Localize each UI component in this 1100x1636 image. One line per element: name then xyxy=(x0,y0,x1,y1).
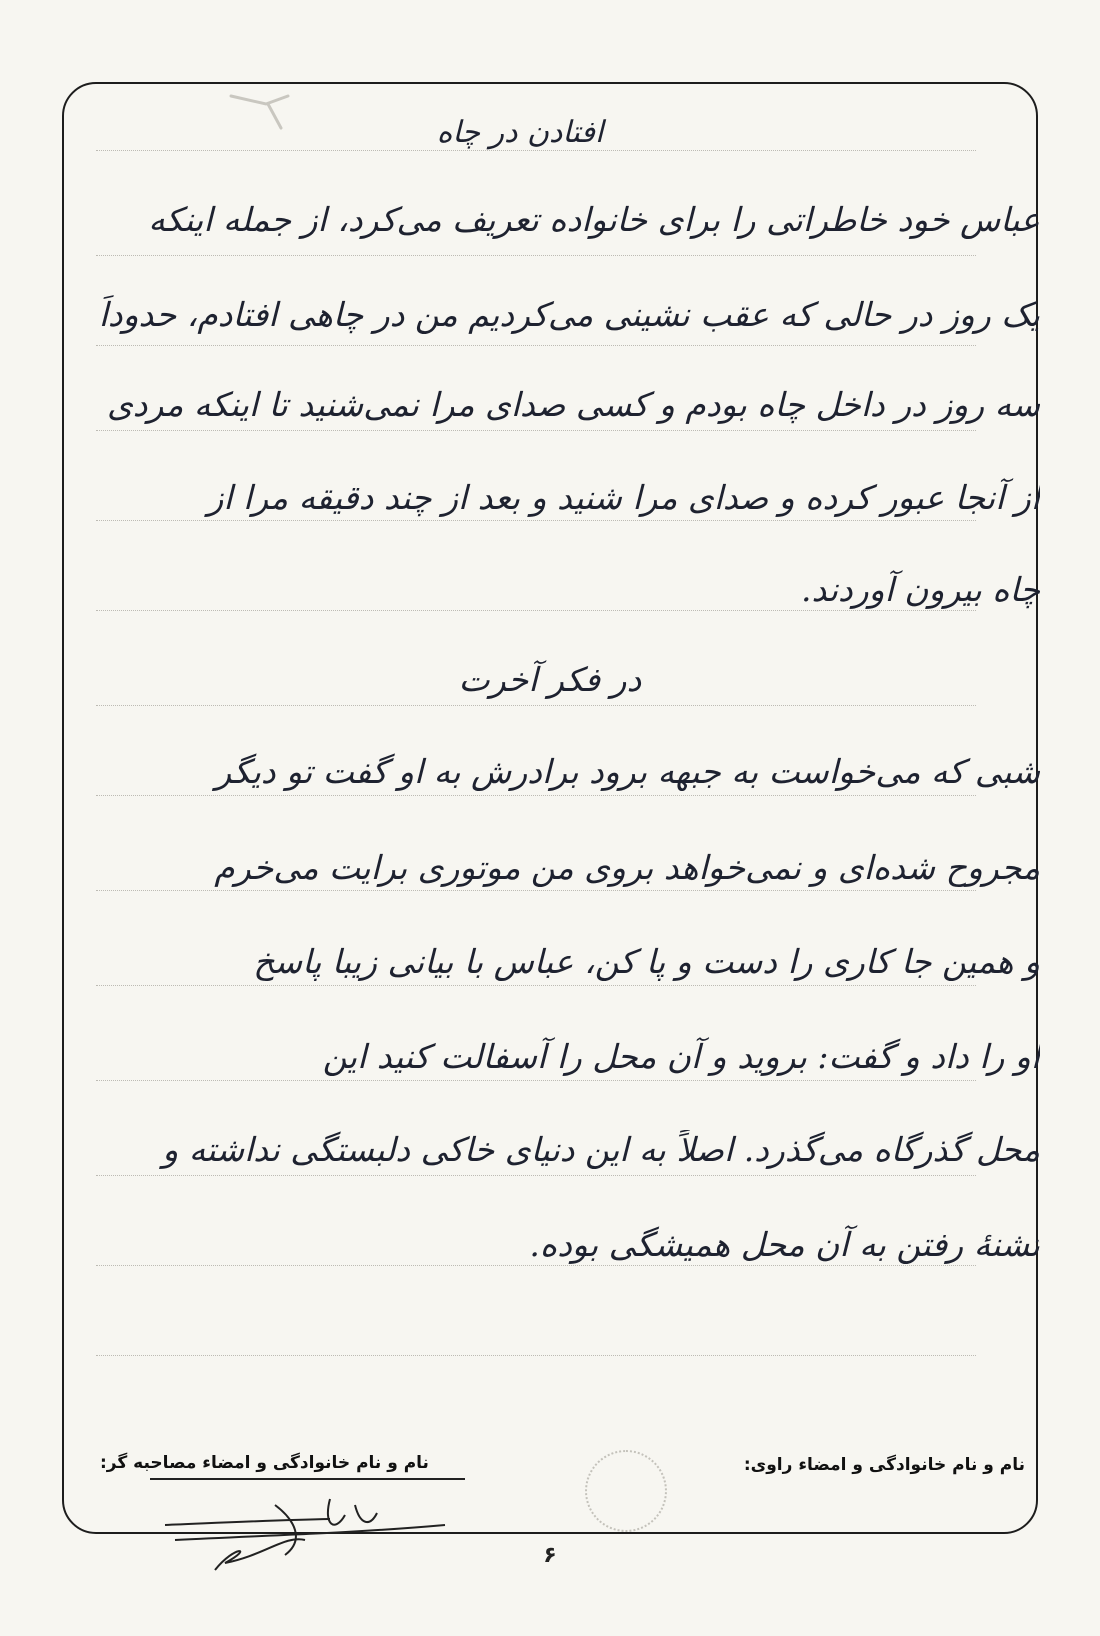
narrator-signature-label: نام و نام خانوادگی و امضاء راوی: xyxy=(743,1455,1025,1475)
ruled-line xyxy=(96,705,976,706)
page-number: ۶ xyxy=(543,1543,557,1568)
interviewer-signature-label: نام و نام خانوادگی و امضاء مصاحبه گر: xyxy=(100,1453,429,1473)
ruled-line xyxy=(96,1080,976,1081)
text-line: شبی که می‌خواست به جبهه برود برادرش به او گفت تو دیگر xyxy=(215,752,1040,791)
text-line: مجروح شده‌ای و نمی‌خواهد بروی من موتوری برایت می‌خرم xyxy=(214,848,1040,887)
ruled-line xyxy=(96,1175,976,1176)
signature-underline xyxy=(150,1478,465,1480)
text-line: سه روز در داخل چاه بودم و کسی صدای مرا نمی‌شنید تا اینکه مردی xyxy=(106,385,1040,424)
ruled-line xyxy=(96,520,976,521)
ruled-line xyxy=(96,610,976,611)
ruled-line xyxy=(96,255,976,256)
heading-thinking-of-afterlife: در فکر آخرت xyxy=(458,660,642,699)
text-line: و همین جا کاری را دست و پا کن، عباس با بیانی زیبا پاسخ xyxy=(253,942,1040,981)
ruled-line xyxy=(96,1265,976,1266)
text-line: محل گذرگاه می‌گذرد. اصلاً به این دنیای خاکی دلبستگی نداشته و xyxy=(162,1130,1040,1169)
text-line: چاه بیرون آوردند. xyxy=(801,570,1040,609)
ruled-line xyxy=(96,795,976,796)
text-line: او را داد و گفت: بروید و آن محل را آسفالت کنید این xyxy=(322,1037,1040,1076)
heading-falling-into-well: افتادن در چاه xyxy=(436,115,604,150)
stamp-icon xyxy=(585,1450,667,1532)
ruled-line xyxy=(96,430,976,431)
ruled-line xyxy=(96,985,976,986)
text-line: از آنجا عبور کرده و صدای مرا شنید و بعد از چند دقیقه مرا از xyxy=(207,478,1040,517)
ruled-line xyxy=(96,150,976,151)
ruled-line xyxy=(96,345,976,346)
ruled-line xyxy=(96,1355,976,1356)
text-line: یک روز در حالی که عقب نشینی می‌کردیم من در چاهی افتادم، حدوداً xyxy=(98,295,1040,334)
ruled-line xyxy=(96,890,976,891)
text-line: عباس خود خاطراتی را برای خانواده تعریف می‌کرد، از جمله اینکه xyxy=(148,200,1040,239)
text-line: تشنهٔ رفتن به آن محل همیشگی بوده. xyxy=(529,1225,1040,1264)
